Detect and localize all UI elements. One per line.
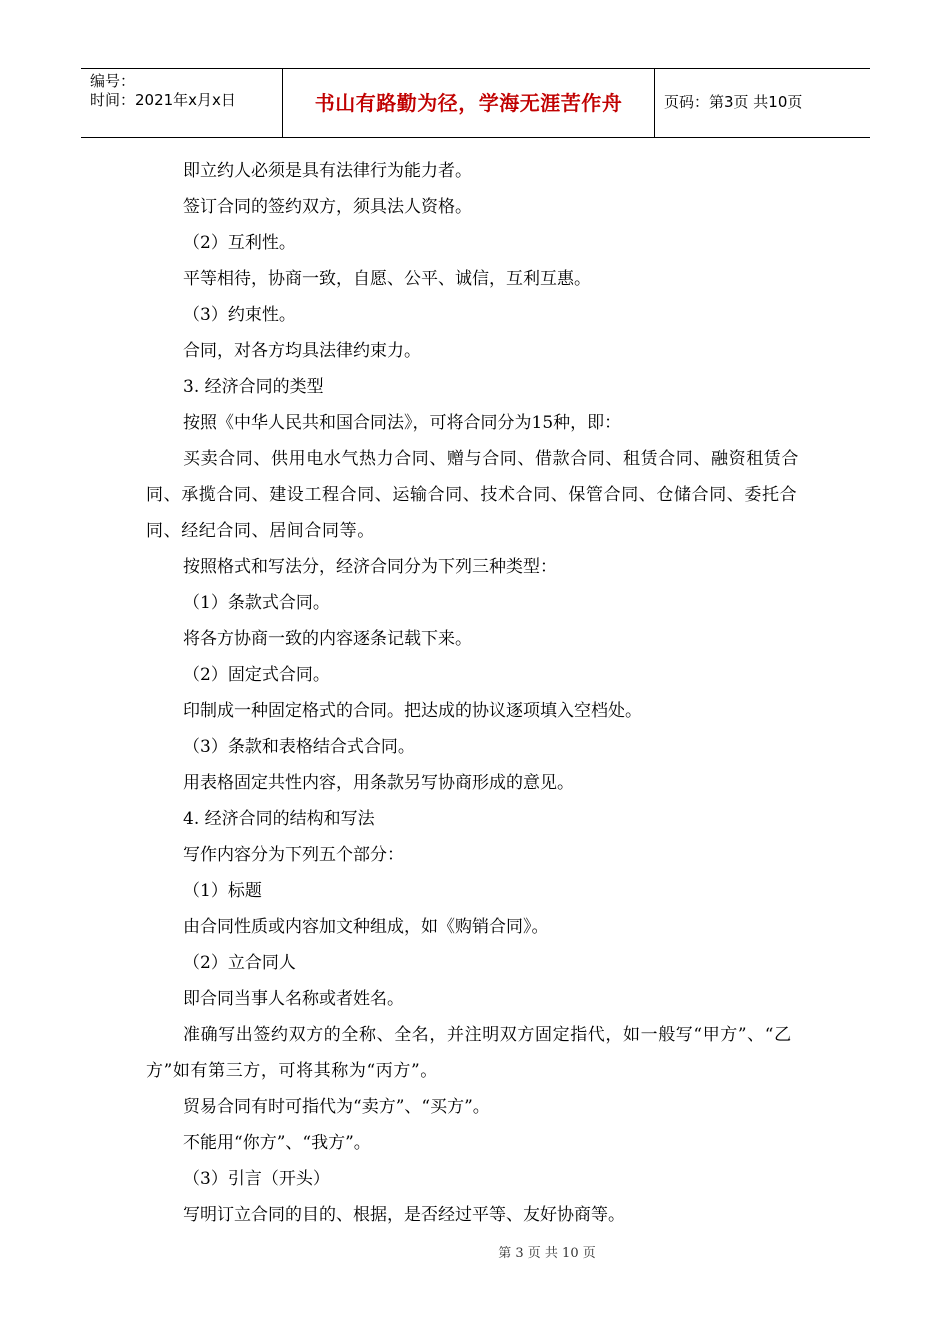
header-page-cell (655, 69, 870, 137)
paragraph: 买卖合同、供用电水气热力合同、赠与合同、借款合同、租赁合同、融资租赁合同、承揽合同、建设工程合同、运输合同、技术合同、保管合同、仓储合同、委托合同、经纪合同、居间合同等。 (146, 449, 799, 541)
paragraph: 不能用“你方”、“我方”。 (183, 1133, 371, 1153)
document-body (146, 153, 810, 1233)
document-date-label: 时间：2021年x月x日 (90, 91, 236, 109)
paragraph: 即合同当事人名称或者姓名。 (183, 989, 404, 1009)
list-heading: （3）约束性。 (183, 305, 296, 325)
header-motto-cell (283, 69, 655, 137)
list-heading: （2）互利性。 (183, 233, 296, 253)
paragraph: 由合同性质或内容加文种组成，如《购销合同》。 (183, 917, 549, 937)
paragraph: 按照格式和写法分，经济合同分为下列三种类型： (183, 557, 557, 577)
document-number-label: 编号： (90, 72, 136, 90)
paragraph: 合同，对各方均具法律约束力。 (183, 341, 421, 361)
list-heading: （3）引言（开头） (183, 1169, 330, 1189)
section-heading: 3. 经济合同的类型 (183, 377, 324, 397)
list-heading: （2）固定式合同。 (183, 665, 330, 685)
list-heading: （2）立合同人 (183, 953, 296, 973)
header-page-info: 页码：第3页 共10页 (664, 93, 803, 111)
paragraph: 即立约人必须是具有法律行为能力者。 (183, 161, 472, 181)
paragraph: 印制成一种固定格式的合同。把达成的协议逐项填入空档处。 (183, 701, 642, 721)
paragraph: 签订合同的签约双方，须具法人资格。 (183, 197, 472, 217)
page-footer: 第 3 页 共 10 页 (498, 1246, 596, 1261)
header-motto: 书山有路勤为径，学海无涯苦作舟 (314, 91, 623, 115)
list-heading: （1）条款式合同。 (183, 593, 330, 613)
list-heading: （3）条款和表格结合式合同。 (183, 737, 415, 757)
document-header (81, 68, 870, 138)
paragraph: 写明订立合同的目的、根据，是否经过平等、友好协商等。 (183, 1205, 625, 1225)
header-meta-cell (81, 69, 283, 137)
paragraph: 准确写出签约双方的全称、全名，并注明双方固定指代，如一般写“甲方”、“乙方”如有第三方，可将其称为“丙方”。 (146, 1025, 792, 1081)
paragraph: 用表格固定共性内容，用条款另写协商形成的意见。 (183, 773, 574, 793)
paragraph: 写作内容分为下列五个部分： (183, 845, 404, 865)
paragraph: 将各方协商一致的内容逐条记载下来。 (183, 629, 472, 649)
list-heading: （1）标题 (183, 881, 262, 901)
paragraph: 平等相待，协商一致，自愿、公平、诚信，互利互惠。 (183, 269, 591, 289)
section-heading: 4. 经济合同的结构和写法 (183, 809, 375, 829)
paragraph: 贸易合同有时可指代为“卖方”、“买方”。 (183, 1097, 490, 1117)
paragraph: 按照《中华人民共和国合同法》，可将合同分为15种，即： (183, 413, 622, 433)
